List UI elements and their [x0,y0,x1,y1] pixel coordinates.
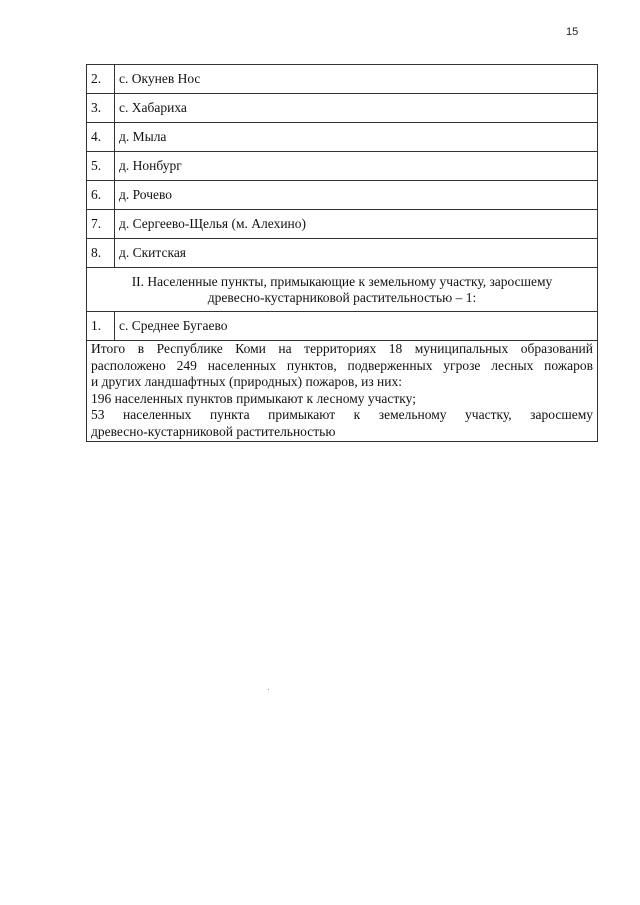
settlement-name: д. Мыла [115,123,598,152]
summary-line: 53 населенных пункта примыкают к земельному участку, заросшему [91,407,593,423]
row-number: 1. [87,312,115,341]
section-header [87,268,598,312]
settlement-name: с. Окунев Нос [115,65,598,94]
row-number: 2. [87,65,115,94]
scan-speck [268,689,269,690]
settlement-name: д. Скитская [115,239,598,268]
row-number: 5. [87,152,115,181]
row-number: 4. [87,123,115,152]
row-number: 3. [87,94,115,123]
table-row [87,65,598,94]
settlement-name: д. Рочево [115,181,598,210]
summary-line: древесно-кустарниковой растительностью [91,423,336,439]
summary-line: расположено 249 населенных пунктов, подверженных угрозе лесных пожаров [91,357,593,373]
summary-row [87,341,598,442]
table-row [87,123,598,152]
row-number: 7. [87,210,115,239]
section-header-line: древесно-кустарниковой растительностью – 1: [207,289,477,305]
settlement-name: д. Нонбург [115,152,598,181]
page-number: 15 [566,26,579,38]
settlement-name: с. Среднее Бугаево [115,312,598,341]
table-row [87,312,598,341]
table-row [87,239,598,268]
section-header-line: II. Населенные пункты, примыкающие к земельному участку, заросшему [131,273,553,289]
row-number: 8. [87,239,115,268]
summary-line: Итого в Республике Коми на территориях 18 муниципальных образований [91,341,593,356]
summary-line: 196 населенных пунктов примыкают к лесному участку; [91,390,416,406]
table-row [87,94,598,123]
settlements-table [86,64,598,442]
table-row [87,181,598,210]
table-row [87,210,598,239]
section-header-row [87,268,598,312]
settlement-name: д. Сергеево-Щелья (м. Алехино) [115,210,598,239]
summary-cell [87,341,598,442]
settlement-name: с. Хабариха [115,94,598,123]
table-row [87,152,598,181]
summary-line: и других ландшафтных (природных) пожаров, из них: [91,374,403,390]
row-number: 6. [87,181,115,210]
